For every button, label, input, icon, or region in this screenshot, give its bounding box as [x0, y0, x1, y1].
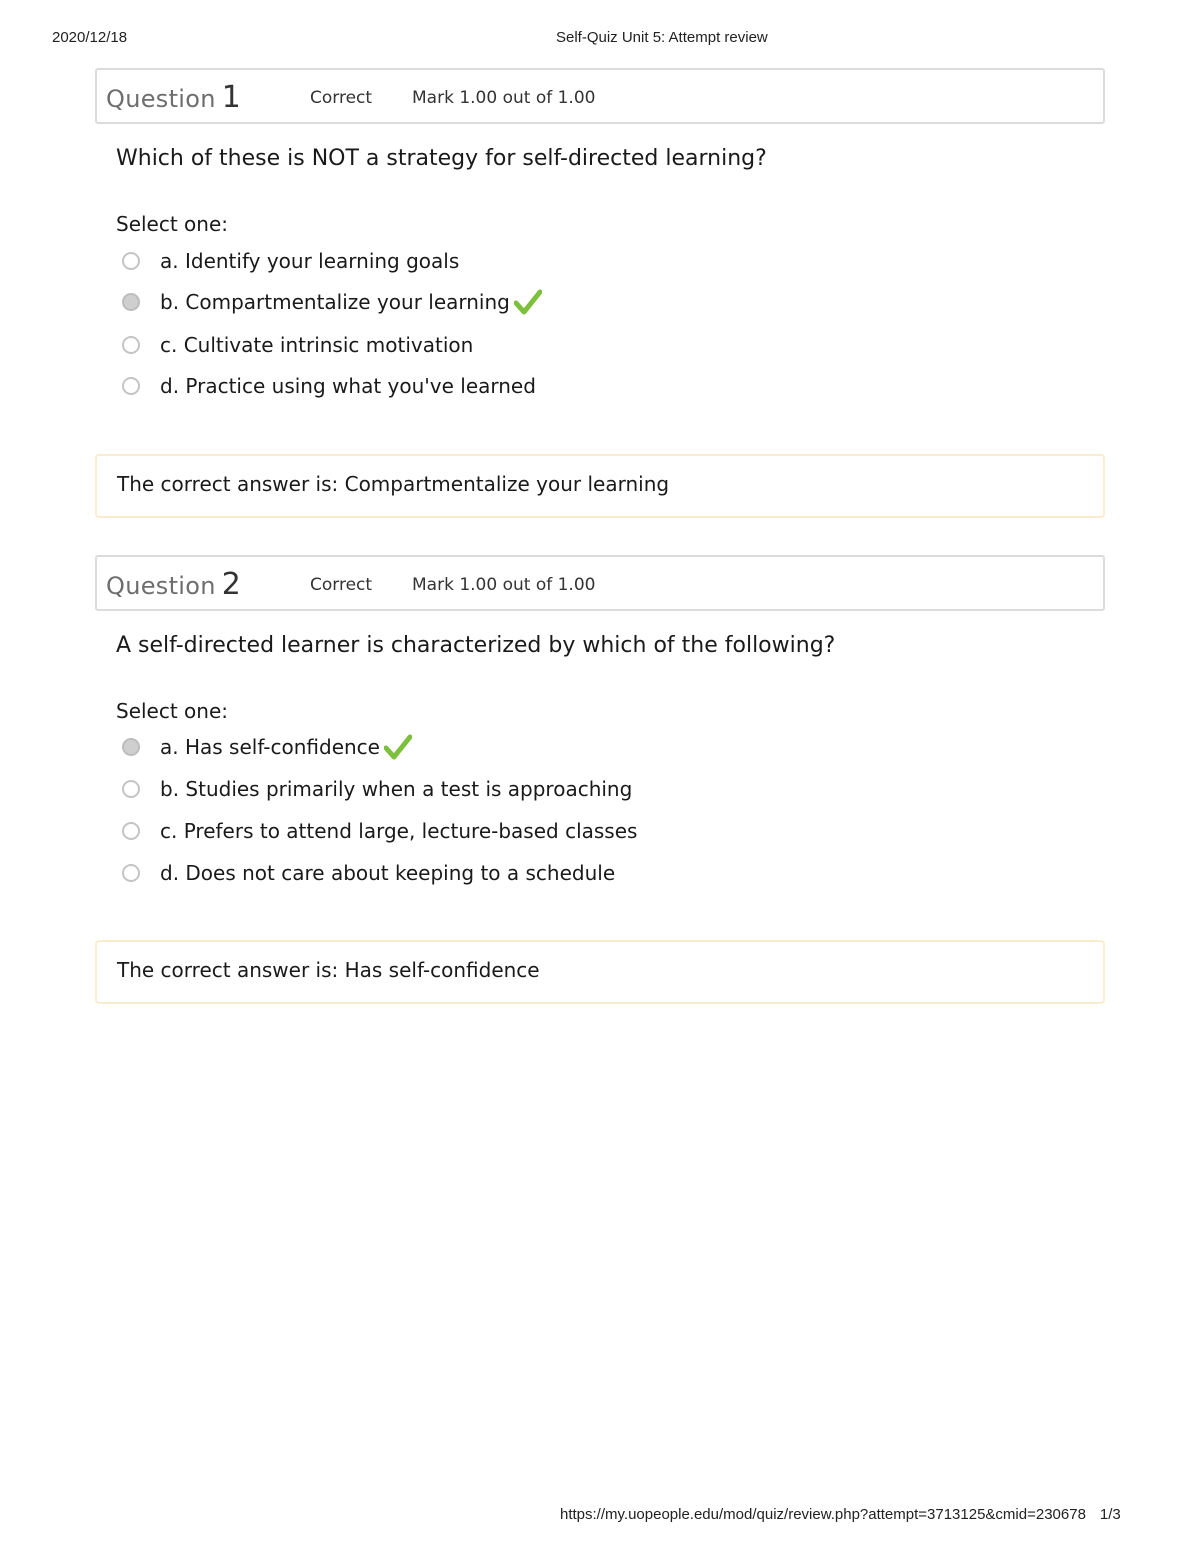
question-2-prompt: Select one: [116, 699, 229, 723]
question-2-option-b[interactable] [122, 774, 632, 804]
radio-button[interactable] [122, 252, 140, 270]
question-2-grade: Mark 1.00 out of 1.00 [412, 575, 596, 595]
question-1-label-text: Question [106, 85, 216, 113]
question-1-label [106, 80, 241, 115]
question-1-feedback [95, 454, 1105, 518]
option-label: a. Has self-confidence [160, 735, 380, 759]
question-1-grade: Mark 1.00 out of 1.00 [412, 88, 596, 108]
option-label: a. Identify your learning goals [160, 249, 460, 273]
question-1-option-d[interactable] [122, 371, 536, 401]
question-1-text: Which of these is NOT a strategy for self-directed learning? [116, 146, 767, 171]
radio-button-selected[interactable] [122, 293, 140, 311]
question-2-label [106, 567, 241, 602]
question-1-number: 1 [221, 80, 242, 115]
question-2-text: A self-directed learner is characterized by which of the following? [116, 633, 836, 658]
question-1-option-b[interactable] [122, 287, 542, 317]
option-label: c. Prefers to attend large, lecture-based classes [160, 819, 638, 843]
question-2-option-c[interactable] [122, 816, 637, 846]
option-label: d. Does not care about keeping to a schedule [160, 861, 616, 885]
question-2-feedback [95, 940, 1105, 1004]
radio-button[interactable] [122, 780, 140, 798]
option-label: c. Cultivate intrinsic motivation [160, 333, 474, 357]
option-label: b. Studies primarily when a test is approaching [160, 777, 633, 801]
question-2-info [95, 555, 1105, 611]
radio-button[interactable] [122, 377, 140, 395]
question-2-label-text: Question [106, 572, 216, 600]
option-label: d. Practice using what you've learned [160, 374, 536, 398]
radio-button[interactable] [122, 822, 140, 840]
question-2-number: 2 [221, 567, 242, 602]
check-icon [514, 289, 542, 315]
right-answer: The correct answer is: Compartmentalize your learning [117, 472, 670, 496]
question-2-option-a[interactable] [122, 732, 412, 762]
right-answer: The correct answer is: Has self-confidence [117, 958, 540, 982]
print-footer [560, 1506, 1121, 1523]
page-number: 1/3 [1099, 1506, 1121, 1523]
radio-button[interactable] [122, 864, 140, 882]
question-1-option-a[interactable] [122, 246, 459, 276]
question-2-state: Correct [310, 575, 373, 595]
print-header [0, 29, 1200, 49]
print-date: 2020/12/18 [52, 29, 128, 46]
print-title: Self-Quiz Unit 5: Attempt review [556, 29, 768, 46]
option-label: b. Compartmentalize your learning [160, 290, 510, 314]
radio-button-selected[interactable] [122, 738, 140, 756]
question-1-option-c[interactable] [122, 330, 473, 360]
print-url: https://my.uopeople.edu/mod/quiz/review.php?attempt=3713125&cmid=230678 [560, 1506, 1086, 1523]
check-icon [384, 734, 412, 760]
radio-button[interactable] [122, 336, 140, 354]
question-1-prompt: Select one: [116, 212, 229, 236]
question-1-info [95, 68, 1105, 124]
question-1-state: Correct [310, 88, 373, 108]
question-2-option-d[interactable] [122, 858, 615, 888]
